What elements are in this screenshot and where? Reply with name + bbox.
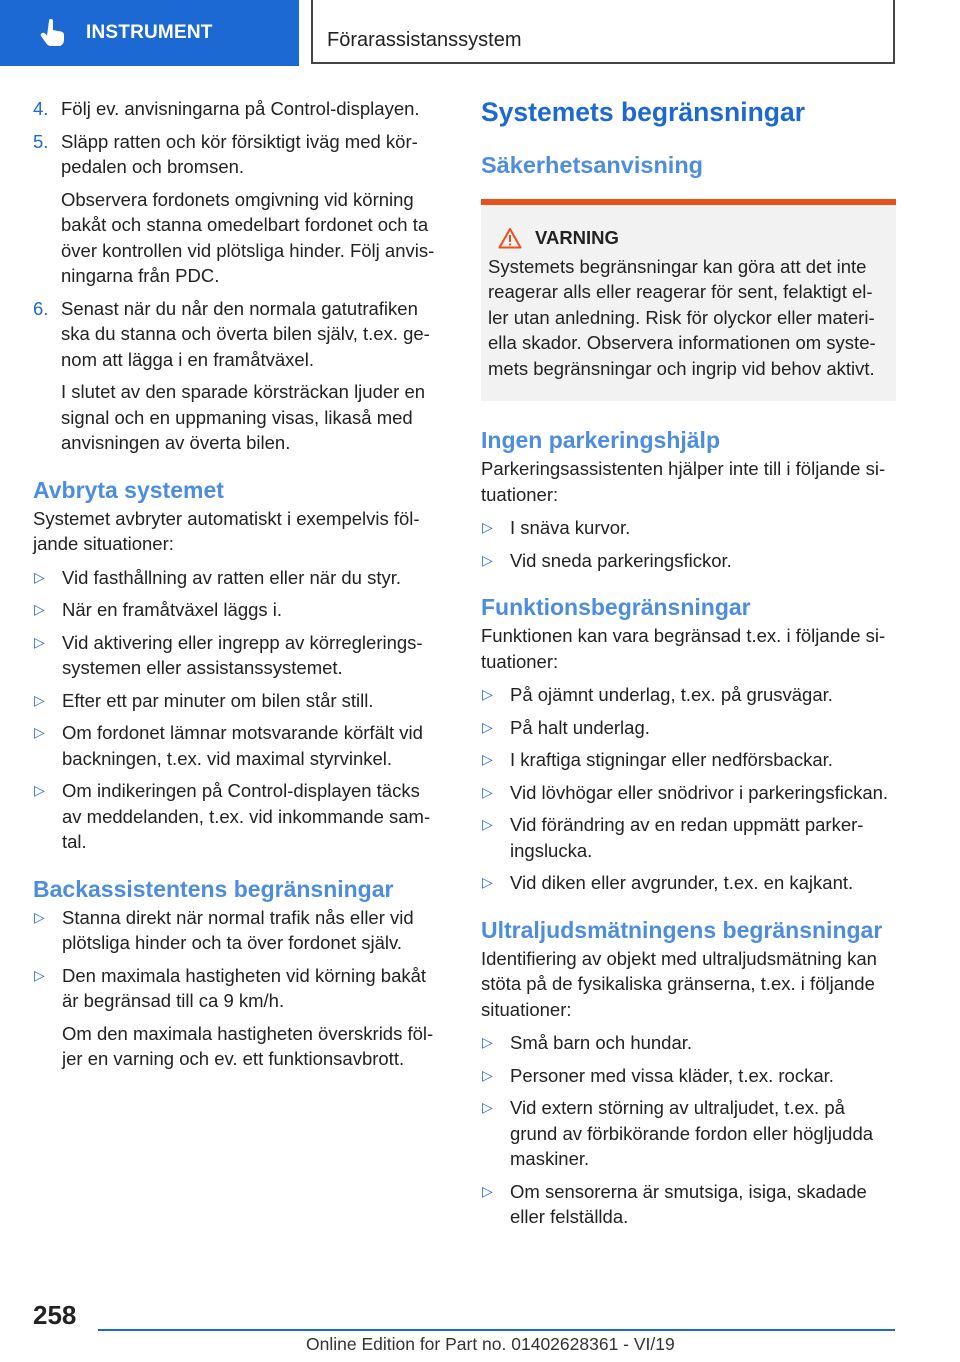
list-item-text: I kraftiga stigningar eller nedförsbackar.	[510, 749, 833, 770]
left-column	[33, 96, 443, 1079]
list-item	[481, 780, 896, 806]
list-item-text: Den maximala hastigheten vid körning bakåt är begränsad till ca 9 km/h.	[62, 964, 427, 1011]
list-item-text: Små barn och hundar.	[510, 1032, 693, 1053]
triangle-bullet-icon: ▷	[482, 874, 493, 890]
triangle-bullet-icon: ▷	[482, 686, 493, 702]
list-item	[33, 565, 443, 591]
list-item	[481, 870, 896, 896]
list-item-text: När en framåtväxel läggs i.	[62, 599, 283, 620]
warning-box	[481, 199, 896, 401]
list-item	[481, 1063, 896, 1089]
list-item	[481, 812, 896, 863]
triangle-bullet-icon: ▷	[34, 908, 45, 925]
no-parking-heading: Ingen parkeringshjälp	[481, 427, 720, 453]
function-limits-intro: Funktionen kan vara begränsad t.ex. i följande si-tuationer:	[481, 625, 886, 672]
list-item-text: Vid sneda parkeringsfickor.	[510, 549, 732, 571]
list-item-text: Vid fasthållning av ratten eller när du styr.	[62, 566, 402, 588]
warning-label: VARNING	[535, 227, 619, 248]
list-item	[33, 778, 443, 855]
numbered-step	[33, 96, 443, 122]
triangle-bullet-icon: ▷	[34, 633, 45, 650]
list-item-text: Vid lövhögar eller snödrivor i parkeringsfickan.	[510, 781, 889, 803]
list-item-text: Efter ett par minuter om bilen står still.	[62, 689, 374, 711]
no-parking-intro: Parkeringsassistenten hjälper inte till i följande si-tuationer:	[481, 458, 886, 505]
list-item-text: Om indikeringen på Control-displayen täcks av meddelanden, t.ex. vid inkommande sam-tal.	[62, 780, 431, 852]
list-item	[33, 630, 443, 681]
list-item-text: På halt underlag.	[510, 716, 650, 738]
list-item	[481, 1030, 896, 1056]
warning-text: Systemets begränsningar kan göra att det inte reagerar alls eller reagerar för sent, felaktigt el-ler utan anledning. Risk för olyckor eller materi-ella skador. Observera informationen om syste-mets begränsningar och ingrip vid behov aktivt.	[488, 255, 876, 379]
step-text: Senast när du når den normala gatutrafiken ska du stanna och överta bilen själv, t.ex. ge-nom att lägga i en framåtväxel.	[61, 297, 430, 370]
list-item-text: Stanna direkt när normal trafik nås eller vid plötsliga hinder och ta över fordonet själv.	[62, 906, 414, 953]
abort-heading: Avbryta systemet	[33, 476, 224, 503]
instrument-tab[interactable]	[0, 0, 299, 66]
step-note: I slutet av den sparade körsträckan ljuder en signal och en uppmaning visas, likaså med anvisningen av överta bilen.	[61, 381, 426, 453]
list-item-text: Vid förändring av en redan uppmätt parker-ingslucka.	[510, 814, 864, 861]
ultrasonic-limits-intro: Identifiering av objekt med ultraljudsmätning kan stöta på de fysikaliska gränserna, t.ex. i följande situationer:	[481, 947, 877, 1020]
list-item-text: Om sensorerna är smutsiga, isiga, skadade eller felställda.	[510, 1180, 867, 1227]
list-item	[481, 715, 896, 741]
list-item	[481, 747, 896, 773]
triangle-bullet-icon: ▷	[482, 751, 493, 767]
list-item	[33, 688, 443, 714]
list-item	[481, 515, 896, 541]
page-title: Systemets begränsningar	[481, 97, 806, 127]
triangle-bullet-icon: ▷	[482, 1099, 493, 1115]
triangle-bullet-icon: ▷	[34, 568, 45, 585]
step-number: 6.	[33, 297, 49, 319]
list-item-text: I snäva kurvor.	[510, 517, 631, 538]
page-number: 258	[33, 1300, 77, 1330]
triangle-bullet-icon: ▷	[482, 718, 493, 735]
list-item	[33, 597, 443, 623]
list-item	[481, 548, 896, 574]
list-item	[33, 963, 443, 1072]
section-header	[311, 0, 895, 64]
step-text: Släpp ratten och kör försiktigt iväg med kör-pedalen och bromsen.	[61, 130, 418, 177]
step-text: Följ ev. anvisningarna på Control-displayen.	[61, 98, 420, 119]
triangle-bullet-icon: ▷	[482, 1034, 493, 1050]
right-column	[481, 96, 896, 1237]
list-item	[33, 905, 443, 956]
list-item-text: Om fordonet lämnar motsvarande körfält vid backningen, t.ex. vid maximal styrvinkel.	[62, 722, 423, 769]
footer-divider	[98, 1329, 895, 1331]
list-item-text: Vid aktivering eller ingrepp av körreglerings-systemen eller assistanssystemet.	[62, 631, 423, 678]
list-item	[33, 720, 443, 771]
hand-pointer-icon	[38, 18, 68, 48]
function-limits-heading: Funktionsbegränsningar	[481, 594, 751, 620]
list-item-text: Personer med vissa kläder, t.ex. rockar.	[510, 1064, 834, 1086]
triangle-bullet-icon: ▷	[34, 691, 45, 708]
backassist-heading: Backassistentens begränsningar	[33, 875, 394, 902]
section-title: Förarassistanssystem	[327, 29, 522, 51]
ultrasonic-limits-heading: Ultraljudsmätningens begränsningar	[481, 916, 883, 943]
step-number: 5.	[33, 130, 49, 152]
list-item	[481, 1179, 896, 1230]
step-note: Observera fordonets omgivning vid körning bakåt och stanna omedelbart fordonet och ta över kontrollen vid plötsliga hinder. Följ anvis-ningarna från PDC.	[61, 188, 435, 286]
abort-intro: Systemet avbryter automatiskt i exempelvis föl-jande situationer:	[33, 507, 420, 554]
triangle-bullet-icon: ▷	[482, 1182, 493, 1199]
triangle-bullet-icon: ▷	[482, 783, 493, 800]
numbered-step	[33, 129, 443, 289]
triangle-bullet-icon: ▷	[482, 816, 493, 832]
numbered-step	[33, 296, 443, 456]
triangle-bullet-icon: ▷	[34, 782, 45, 798]
triangle-bullet-icon: ▷	[482, 1066, 493, 1083]
list-item-note: Om den maximala hastigheten överskrids föl-jer en varning och ev. ett funktionsavbrott.	[62, 1022, 434, 1069]
triangle-bullet-icon: ▷	[34, 724, 45, 740]
warning-triangle-icon	[498, 227, 522, 249]
safety-subtitle: Säkerhetsanvisning	[481, 152, 704, 178]
list-item	[481, 1095, 896, 1172]
list-item	[481, 682, 896, 708]
triangle-bullet-icon: ▷	[482, 551, 493, 568]
step-number: 4.	[33, 98, 49, 119]
list-item-text: På ojämnt underlag, t.ex. på grusvägar.	[510, 684, 833, 705]
triangle-bullet-icon: ▷	[482, 519, 493, 535]
triangle-bullet-icon: ▷	[34, 601, 45, 617]
instrument-tab-label: INSTRUMENT	[86, 22, 213, 43]
list-item-text: Vid diken eller avgrunder, t.ex. en kajkant.	[510, 872, 854, 893]
list-item-text: Vid extern störning av ultraljudet, t.ex. på grund av förbikörande fordon eller högljudda maskiner.	[510, 1097, 874, 1169]
triangle-bullet-icon: ▷	[34, 966, 45, 983]
edition-text: Online Edition for Part no. 01402628361 - VI/19	[306, 1334, 675, 1354]
